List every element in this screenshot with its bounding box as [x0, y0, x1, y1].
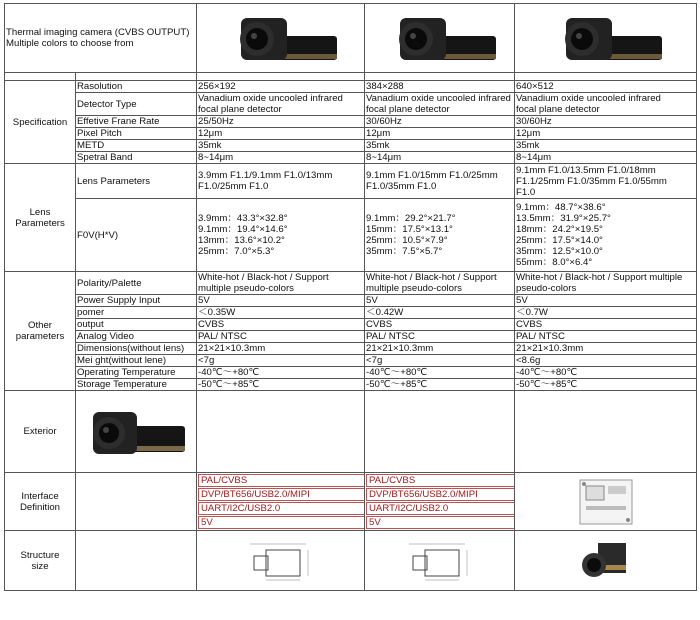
value-cell: 35mk — [365, 140, 515, 152]
value-cell: 30/60Hz — [365, 116, 515, 128]
lens-group-label: Lens Parameters — [5, 164, 76, 272]
row-label: Polarity/Palette — [76, 272, 197, 295]
value-cell: 9.1mm：48.7°×38.6° 13.5mm：31.9°×25.7° 18mm：24.2°×19.5° 25mm：17.5°×14.0° 35mm：12.5°×10.0° 55mm：8.0°×6.4° — [515, 199, 697, 272]
value-cell: <7g — [197, 355, 365, 367]
interface-item: DVP/BT656/USB2.0/MIPI — [366, 488, 515, 501]
structure-row — [5, 531, 697, 591]
camera-with-lens-image — [81, 402, 191, 462]
spec-table — [4, 3, 697, 591]
value-cell: 9.1mm：29.2°×21.7° 15mm：17.5°×13.1° 25mm：10.5°×7.9° 35mm：7.5°×5.7° — [365, 199, 515, 272]
exterior-empty-cell — [197, 391, 365, 473]
value-cell: 640×512 — [515, 81, 697, 93]
spec-row-dimensions-without-lens — [5, 343, 697, 355]
row-label: Power Supply Input — [76, 295, 197, 307]
spec-row-lens-parameters — [5, 164, 697, 199]
interface-item: 5V — [366, 516, 515, 529]
row-label: output — [76, 319, 197, 331]
value-cell: ＜0.35W — [197, 307, 365, 319]
value-cell: 25/50Hz — [197, 116, 365, 128]
value-cell: <7g — [365, 355, 515, 367]
row-label: Analog Video — [76, 331, 197, 343]
value-cell: -40℃～+80℃ — [197, 367, 365, 379]
interface-item: PAL/CVBS — [198, 474, 365, 487]
interface-board-image-cell — [515, 473, 697, 531]
row-label: Effetive Frane Rate — [76, 116, 197, 128]
camera-with-lens-image — [221, 8, 341, 68]
value-cell: 30/60Hz — [515, 116, 697, 128]
camera-with-lens-image — [380, 8, 500, 68]
interface-empty-cell — [76, 473, 197, 531]
exterior-image-cell — [76, 391, 197, 473]
value-cell: 3.9mm：43.3°×32.8° 9.1mm：19.4°×14.6° 13mm：13.6°×10.2° 25mm：7.0°×5.3° — [197, 199, 365, 272]
exterior-empty-cell — [515, 391, 697, 473]
interface-item: PAL/CVBS — [366, 474, 515, 487]
spec-row-effetive-frane-rate — [5, 116, 697, 128]
row-label: Operating Temperature — [76, 367, 197, 379]
value-cell: 9.1mm F1.0/15mm F1.0/25mm F1.0/35mm F1.0 — [365, 164, 515, 199]
spec-row-pixel-pitch — [5, 128, 697, 140]
value-cell: CVBS — [365, 319, 515, 331]
structure-drawing-cell — [365, 531, 515, 591]
interface-list-1 — [197, 473, 365, 531]
row-label: Dimensions(without lens) — [76, 343, 197, 355]
value-cell: 9.1mm F1.0/13.5mm F1.0/18mm F1.1/25mm F1.0/35mm F1.0/55mm F1.0 — [515, 164, 697, 199]
interface-list-2 — [365, 473, 515, 531]
value-cell: 21×21×10.3mm — [197, 343, 365, 355]
value-cell: 21×21×10.3mm — [515, 343, 697, 355]
spec-row-detector-type — [5, 93, 697, 116]
value-cell: PAL/ NTSC — [365, 331, 515, 343]
value-cell: CVBS — [197, 319, 365, 331]
pcb-board-icon — [576, 476, 636, 528]
value-cell: 35mk — [515, 140, 697, 152]
value-cell: ＜0.42W — [365, 307, 515, 319]
value-cell: -50℃～+85℃ — [515, 379, 697, 391]
interface-label: Interface Definition — [5, 473, 76, 531]
value-cell: White-hot / Black-hot / Support multiple pseudo-colors — [515, 272, 697, 295]
camera-photo-icon — [576, 535, 636, 587]
value-cell: Vanadium oxide uncooled infrared focal plane detector — [515, 93, 697, 116]
product-image-3 — [515, 4, 697, 73]
value-cell: 256×192 — [197, 81, 365, 93]
specification-group-label: Specification — [5, 81, 76, 164]
structure-drawing-icon — [246, 536, 316, 586]
spec-row-operating-temperature — [5, 367, 697, 379]
row-label: Pixel Pitch — [76, 128, 197, 140]
value-cell: 8~14μm — [515, 152, 697, 164]
row-label: Detector Type — [76, 93, 197, 116]
spec-row-output — [5, 319, 697, 331]
value-cell: 12μm — [365, 128, 515, 140]
value-cell: <8.6g — [515, 355, 697, 367]
header-title: Thermal imaging camera (CVBS OUTPUT) Multiple colors to choose from — [5, 4, 197, 73]
value-cell: 35mk — [197, 140, 365, 152]
value-cell: CVBS — [515, 319, 697, 331]
row-label: pomer — [76, 307, 197, 319]
value-cell: 3.9mm F1.1/9.1mm F1.0/13mm F1.0/25mm F1.0 — [197, 164, 365, 199]
row-label: Rasolution — [76, 81, 197, 93]
structure-drawing-icon — [405, 536, 475, 586]
value-cell: -50℃～+85℃ — [365, 379, 515, 391]
value-cell: 8~14μm — [197, 152, 365, 164]
structure-empty-cell — [76, 531, 197, 591]
spec-row-storage-temperature — [5, 379, 697, 391]
structure-label: Structure size — [5, 531, 76, 591]
interface-row — [5, 473, 697, 531]
value-cell: Vanadium oxide uncooled infrared focal plane detector — [197, 93, 365, 116]
interface-item: 5V — [198, 516, 365, 529]
value-cell: 12μm — [515, 128, 697, 140]
value-cell: PAL/ NTSC — [515, 331, 697, 343]
exterior-empty-cell — [365, 391, 515, 473]
spec-row-polarity-palette — [5, 272, 697, 295]
value-cell: PAL/ NTSC — [197, 331, 365, 343]
value-cell: 5V — [197, 295, 365, 307]
interface-item: UART/I2C/USB2.0 — [366, 502, 515, 515]
value-cell: White-hot / Black-hot / Support multiple pseudo-colors — [365, 272, 515, 295]
other-group-label: Other parameters — [5, 272, 76, 391]
value-cell: 12μm — [197, 128, 365, 140]
spec-row-power-supply-input — [5, 295, 697, 307]
spec-row-spetral-band — [5, 152, 697, 164]
row-label: Mei ght(without lene) — [76, 355, 197, 367]
spacer-row — [5, 73, 697, 81]
value-cell: 8~14μm — [365, 152, 515, 164]
row-label: Storage Temperature — [76, 379, 197, 391]
spec-row-analog-video — [5, 331, 697, 343]
value-cell: -50℃～+85℃ — [197, 379, 365, 391]
spec-row-pomer — [5, 307, 697, 319]
structure-photo-cell — [515, 531, 697, 591]
value-cell: 384×288 — [365, 81, 515, 93]
structure-drawing-cell — [197, 531, 365, 591]
spec-row-mei-ght-without-lene — [5, 355, 697, 367]
row-label: METD — [76, 140, 197, 152]
value-cell: 5V — [365, 295, 515, 307]
value-cell: ＜0.7W — [515, 307, 697, 319]
exterior-row — [5, 391, 697, 473]
camera-with-lens-image — [546, 8, 666, 68]
value-cell: 5V — [515, 295, 697, 307]
value-cell: -40℃～+80℃ — [515, 367, 697, 379]
product-image-2 — [365, 4, 515, 73]
interface-item: UART/I2C/USB2.0 — [198, 502, 365, 515]
row-label: Lens Parameters — [76, 164, 197, 199]
spec-row-metd — [5, 140, 697, 152]
row-label: F0V(H*V) — [76, 199, 197, 272]
value-cell: -40℃～+80℃ — [365, 367, 515, 379]
value-cell: 21×21×10.3mm — [365, 343, 515, 355]
interface-item: DVP/BT656/USB2.0/MIPI — [198, 488, 365, 501]
product-image-1 — [197, 4, 365, 73]
exterior-label: Exterior — [5, 391, 76, 473]
value-cell: White-hot / Black-hot / Support multiple pseudo-colors — [197, 272, 365, 295]
spec-row-rasolution — [5, 81, 697, 93]
value-cell: Vanadium oxide uncooled infrared focal plane detector — [365, 93, 515, 116]
header-row — [5, 4, 697, 73]
spec-row-f0v-h-v — [5, 199, 697, 272]
row-label: Spetral Band — [76, 152, 197, 164]
